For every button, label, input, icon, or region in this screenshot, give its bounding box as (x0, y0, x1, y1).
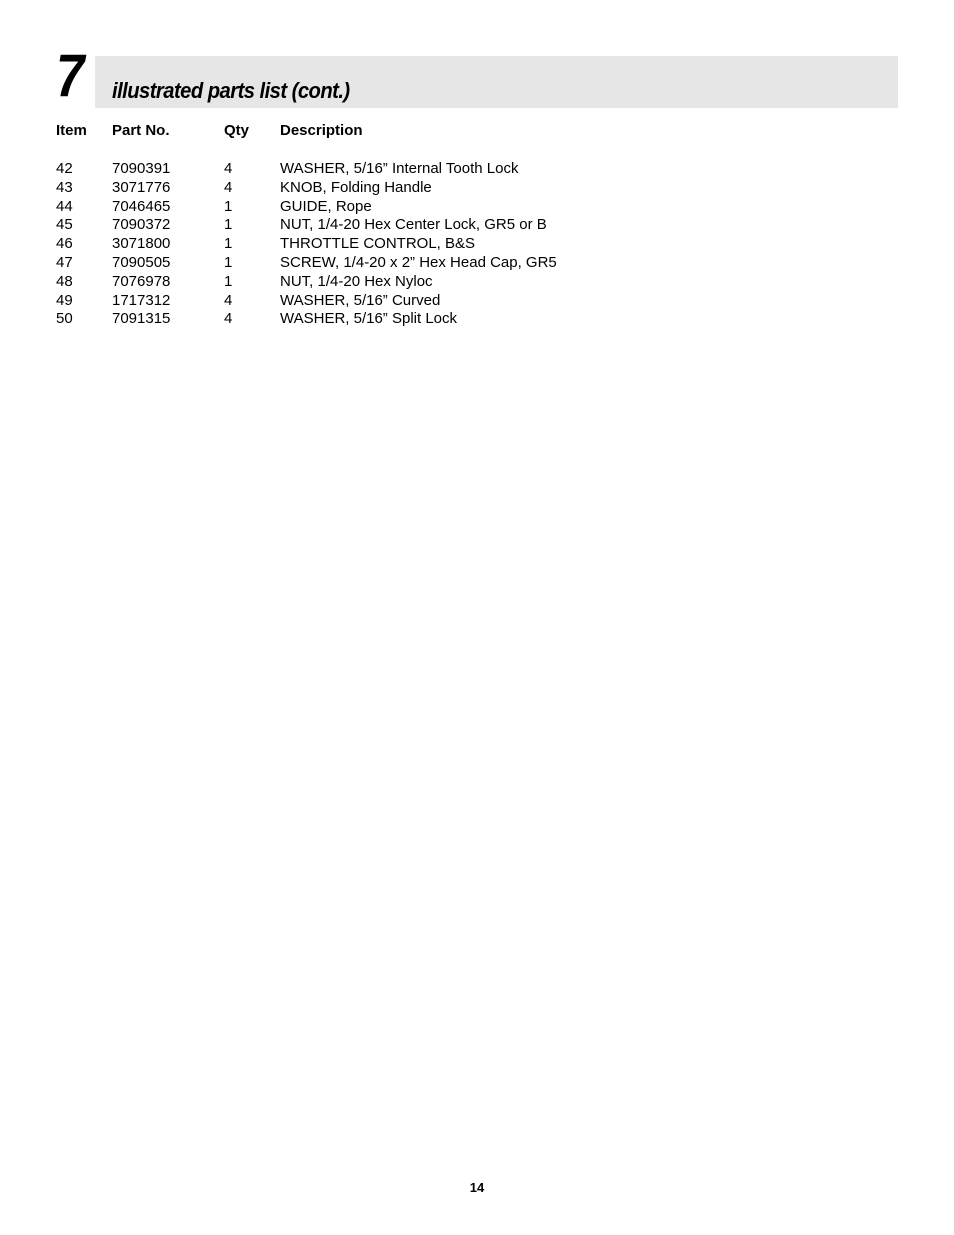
cell-part-no: 7090391 (112, 160, 171, 177)
cell-item: 46 (56, 235, 73, 253)
table-row (0, 179, 954, 198)
cell-qty: 1 (224, 235, 233, 253)
cell-item: 47 (56, 253, 73, 271)
cell-item: 45 (56, 216, 73, 234)
cell-description: GUIDE, Rope (280, 197, 372, 215)
table-row (0, 160, 954, 179)
cell-part-no: 7076978 (112, 272, 171, 290)
parts-table-body (0, 160, 954, 329)
table-row (0, 254, 954, 273)
cell-qty: 1 (224, 272, 233, 290)
cell-item: 42 (56, 160, 73, 177)
cell-description: WASHER, 5/16” Internal Tooth Lock (280, 160, 519, 177)
table-row (0, 235, 954, 254)
table-row (0, 198, 954, 217)
cell-description: WASHER, 5/16” Split Lock (280, 310, 458, 328)
cell-item: 50 (56, 310, 73, 328)
cell-qty: 1 (224, 253, 233, 271)
table-row (0, 310, 954, 329)
cell-part-no: 3071800 (112, 235, 171, 253)
column-header-qty: Qty (224, 122, 250, 139)
cell-qty: 4 (224, 310, 233, 328)
cell-item: 49 (56, 291, 73, 309)
cell-description: THROTTLE CONTROL, B&S (280, 235, 476, 253)
cell-qty: 4 (224, 160, 233, 177)
cell-qty: 1 (224, 197, 233, 215)
cell-item: 48 (56, 272, 73, 290)
cell-part-no: 7091315 (112, 310, 171, 328)
cell-part-no: 7090372 (112, 216, 171, 234)
cell-part-no: 7046465 (112, 197, 171, 215)
cell-qty: 4 (224, 291, 233, 309)
table-row (0, 273, 954, 292)
cell-item: 43 (56, 178, 73, 196)
section-title: illustrated parts list (cont.) (112, 78, 350, 103)
cell-description: NUT, 1/4-20 Hex Nyloc (280, 272, 433, 290)
page-number: 14 (469, 1180, 485, 1195)
cell-qty: 4 (224, 178, 233, 196)
cell-qty: 1 (224, 216, 233, 234)
table-row (0, 292, 954, 311)
table-row (0, 216, 954, 235)
cell-description: WASHER, 5/16” Curved (280, 291, 441, 309)
section-number: 7 (56, 44, 95, 108)
column-header-item: Item (56, 122, 87, 139)
cell-description: SCREW, 1/4-20 x 2” Hex Head Cap, GR5 (280, 253, 557, 271)
cell-item: 44 (56, 197, 73, 215)
column-header-part-no: Part No. (112, 122, 170, 139)
cell-part-no: 7090505 (112, 253, 171, 271)
cell-description: KNOB, Folding Handle (280, 178, 432, 196)
cell-part-no: 3071776 (112, 178, 171, 196)
column-header-description: Description (280, 122, 363, 139)
cell-part-no: 1717312 (112, 291, 171, 309)
cell-description: NUT, 1/4-20 Hex Center Lock, GR5 or B (280, 216, 547, 234)
